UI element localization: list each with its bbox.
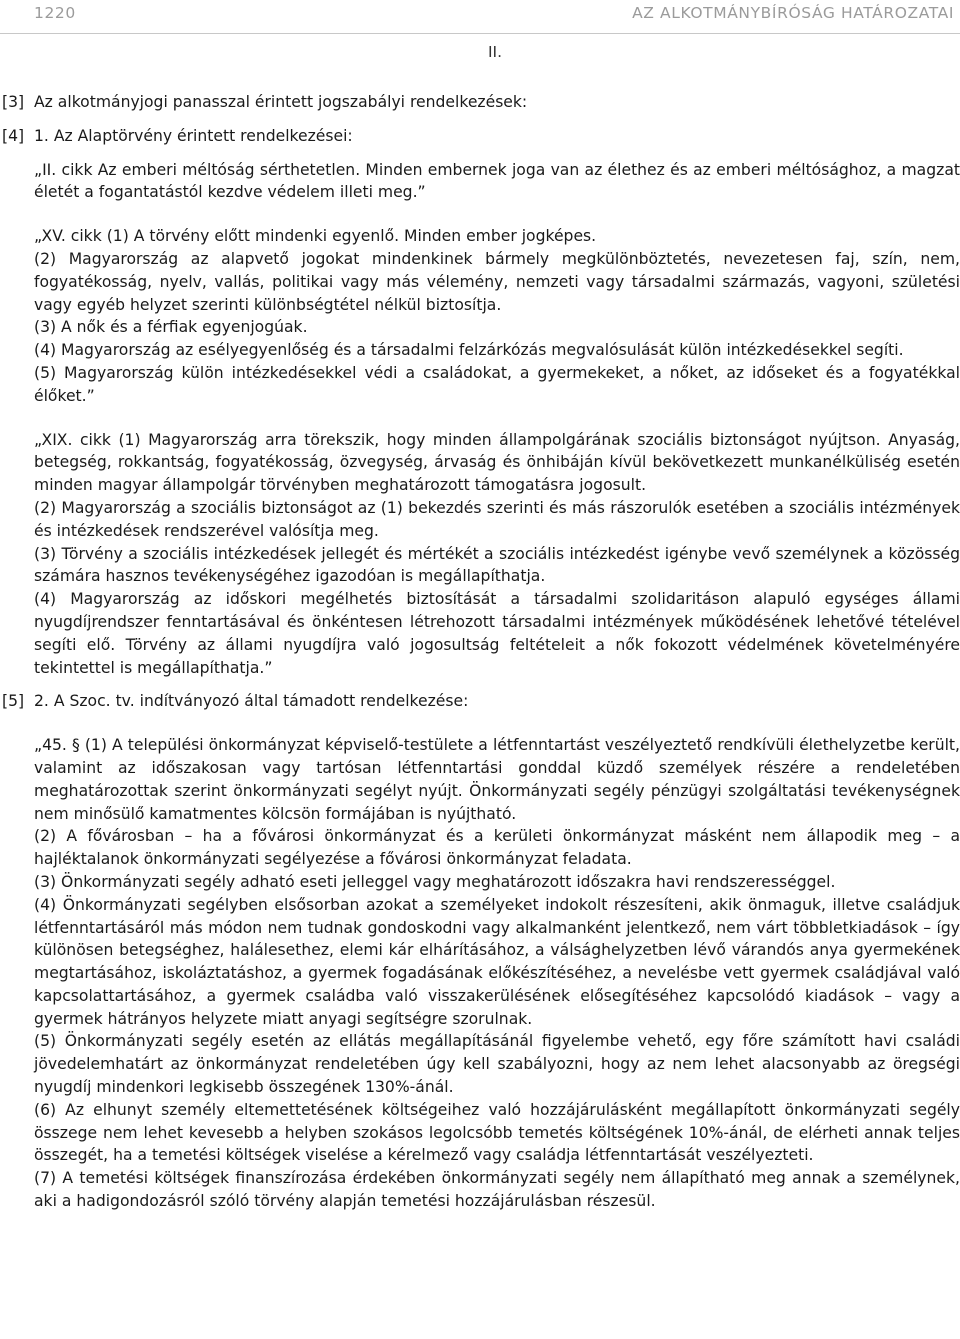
quote-paragraph: „45. § (1) A települési önkormányzat képviselő-testülete a létfenntartást veszélyeztető rendkívüli élethelyzetbe került, valamint az időszakosan vagy tartósan létfenntartási gonddal küzdő személyek részére a rendeletében meghatározottak szerint önkormányzati segélyt nyújt. Önkormányzati segély pénzügyi szolgáltatási tevékenységnek nem minősülő kamatmentes kölcsön formájában is nyújtható. (34, 736, 960, 823)
page-number: 1220 (34, 4, 76, 22)
numbered-paragraph (0, 91, 960, 114)
running-header (34, 4, 954, 32)
publication-title: AZ ALKOTMÁNYBÍRÓSÁG HATÁROZATAI (632, 4, 954, 22)
paragraph-number: [3] (2, 93, 25, 111)
quote-block-article-xix (0, 429, 960, 680)
document-body (0, 91, 960, 1213)
section-mark: II. (487, 43, 503, 61)
quote-paragraph: (3) A nők és a férfiak egyenjogúak. (34, 318, 308, 337)
quote-paragraph: (4) Önkormányzati segélyben elsősorban azokat a személyeket indokolt részesíteni, akik önmaguk, illetve családjuk létfenntartásáról más módon nem tudnak gondoskodni vagy alkalmanként jelentkező, nem várt többletkiadások – így különösen betegséghez, halálesethez, elemi kár elhárításához, a válsághelyzetben lévő várandós anya gyermekének megtartásához, iskoláztatáshoz, a gyermek fogadásának előkészítéséhez, a nevelésbe vett gyermek családjával való kapcsolattartásához, a gyermek családba való visszakerülésének elősegítéséhez kapcsolódó kiadások – vagy a gyermek hátrányos helyzete miatt anyagi segítségre szorulnak. (34, 895, 960, 1028)
quote-block-article-ii (0, 159, 960, 205)
quote-paragraph: „XIX. cikk (1) Magyarország arra törekszik, hogy minden állampolgárának szociális biztonságot nyújtson. Anyaság, betegség, rokkantság, fogyatékosság, özvegység, árvaság és önhibáján kívül bekövetkezett munkanélküliség esetén minden magyar állampolgár törvényben meghatározott támogatásra jogosult. (34, 430, 960, 495)
quote-paragraph: (3) Önkormányzati segély adható eseti jelleggel vagy meghatározott időszakra havi rendszerességgel. (34, 872, 836, 891)
quote-paragraph: (3) Törvény a szociális intézkedések jellegét és mértékét a szociális intézkedést igénybe vevő személynek a közösség számára hasznos tevékenységéhez igazodóan is megállapíthatja. (34, 544, 960, 586)
header-rule (0, 33, 960, 34)
quote-paragraph: (2) A fővárosban – ha a fővárosi önkormányzat és a kerületi önkormányzat másként nem állapodik meg – a hajléktalanok önkormányzati segélyezése a fővárosi önkormányzat feladata. (34, 827, 960, 869)
numbered-paragraph (0, 125, 960, 148)
quote-paragraph: (4) Magyarország az időskori megélhetés biztosítását a társadalmi szolidaritáson alapuló egységes állami nyugdíjrendszer fenntartásával és önkéntesen létrehozott társadalmi intézmények működésének lehetővé tételével segíti elő. Törvény az állami nyugdíjra való jogosultság feltételeit a nők fokozott védelmének követelményére tekintettel is megállapíthatja.” (34, 590, 960, 677)
quote-paragraph: (4) Magyarország az esélyegyenlőség és a társadalmi felzárkózás megvalósulását külön intézkedésekkel segíti. (34, 341, 904, 360)
quote-paragraph: (6) Az elhunyt személy eltemettetésének költségeihez való hozzájárulásként megállapított önkormányzati segély összege nem lehet kevesebb a helyben szokásos legolcsóbb temetés költségének 10%-ánál, de elérheti annak teljes összegét, ha a temetési költségek viselése a kérelmező vagy családja létfenntartását veszélyezteti. (34, 1100, 960, 1165)
quote-paragraph: (5) Önkormányzati segély esetén az ellátás megállapításánál figyelembe vehető, egy főre számított havi családi jövedelemhatárt az önkormányzat rendeletében úgy kell szabályozni, hogy az nem lehet alacsonyabb az öregségi nyugdíj mindenkori legkisebb összegének 130%-ánál. (34, 1032, 960, 1097)
quote-paragraph: (2) Magyarország az alapvető jogokat mindenkinek bármely megkülönböztetés, nevezetesen faj, szín, nem, fogyatékosság, nyelv, vallás, politikai vagy más vélemény, nemzeti vagy társadalmi származás, vagyoni, születési vagy egyéb helyzet szerinti különbségtétel nélkül biztosítja. (34, 249, 960, 314)
paragraph-text: 2. A Szoc. tv. indítványozó által támadott rendelkezése: (34, 692, 469, 711)
quote-block-section-45 (0, 734, 960, 1213)
quote-paragraph: (7) A temetési költségek finanszírozása érdekében önkormányzati segély nem állapítható meg annak a személynek, aki a hadigondozásról szóló törvény alapján temetési hozzájárulásban részesül. (34, 1169, 960, 1211)
quote-paragraph: (2) Magyarország a szociális biztonságot az (1) bekezdés szerinti és más rászorulók esetében a szociális intézmények és intézkedések rendszerével valósítja meg. (34, 498, 960, 540)
paragraph-number: [4] (2, 126, 25, 145)
numbered-paragraph (0, 690, 960, 713)
quote-block-article-xv (0, 225, 960, 407)
paragraph-number: [5] (2, 692, 25, 711)
paragraph-text: Az alkotmányjogi panasszal érintett jogszabályi rendelkezések: (34, 93, 528, 111)
quote-paragraph: „II. cikk Az emberi méltóság sérthetetlen. Minden embernek joga van az élethez és az emberi méltósághoz, a magzat életét a fogantatástól kezdve védelem illeti meg.” (34, 160, 960, 202)
quote-paragraph: „XV. cikk (1) A törvény előtt mindenki egyenlő. Minden ember jogképes. (34, 227, 597, 246)
quote-paragraph: (5) Magyarország külön intézkedésekkel védi a családokat, a gyermekeket, a nőket, az időseket és a fogyatékkal élőket.” (34, 363, 960, 405)
paragraph-text: 1. Az Alaptörvény érintett rendelkezései: (34, 126, 353, 145)
